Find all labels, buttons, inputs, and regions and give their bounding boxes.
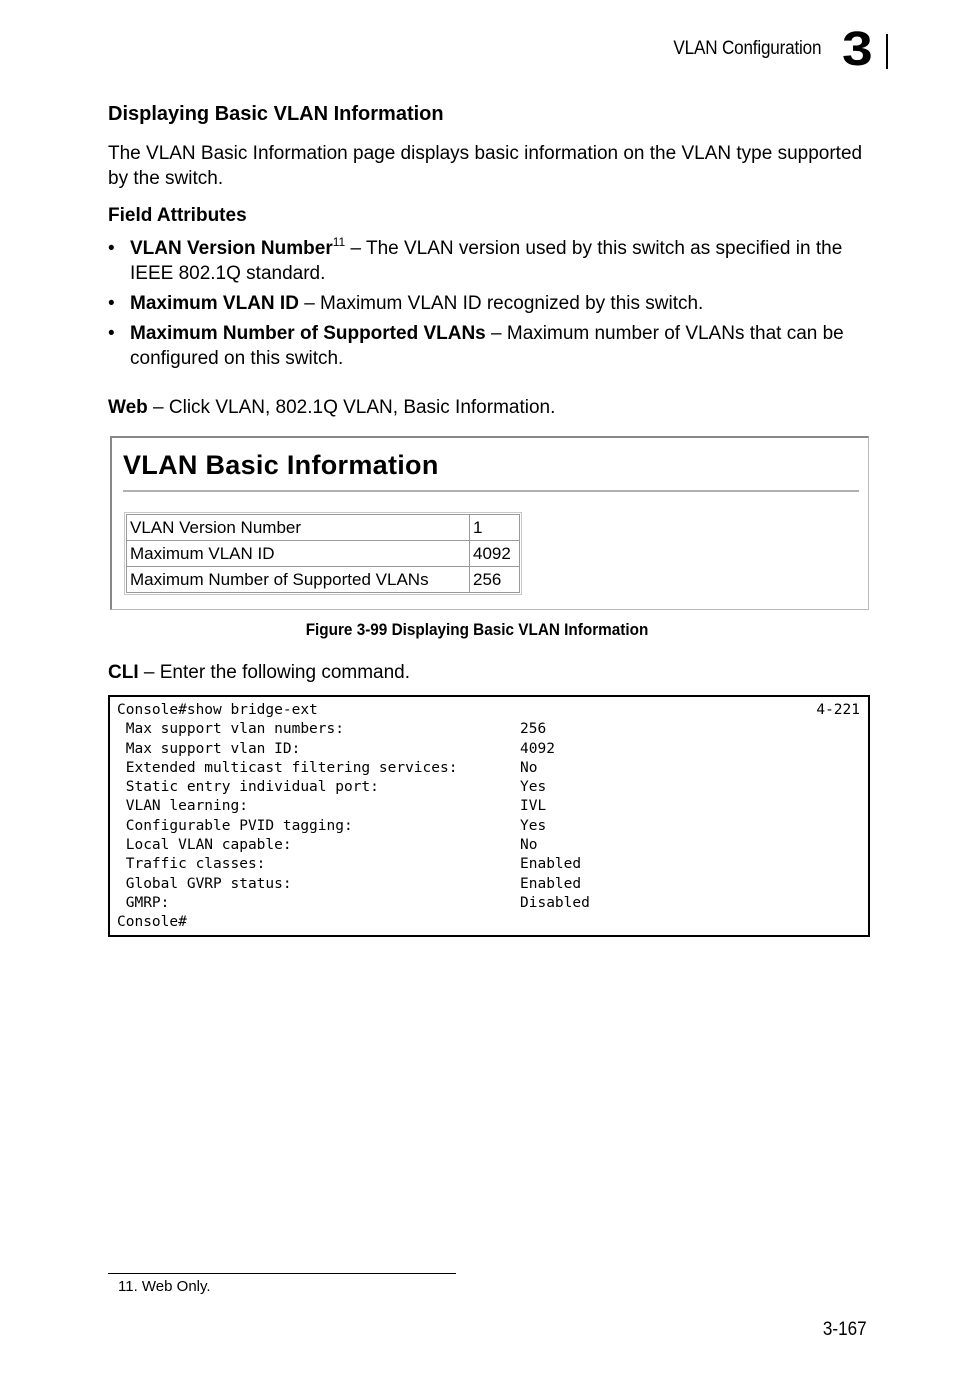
cli-row	[117, 894, 860, 913]
cli-key: GMRP:	[117, 894, 170, 911]
chapter-rule	[886, 34, 888, 69]
intro-paragraph: The VLAN Basic Information page displays basic information on the VLAN type supported by the switch.	[108, 143, 863, 189]
cli-row	[117, 855, 860, 874]
cli-key: Traffic classes:	[117, 856, 266, 873]
field-attribute-list	[108, 236, 868, 376]
cli-value: Yes	[520, 817, 547, 834]
bullet-desc: – Maximum number of VLANs that can be configured on this switch.	[130, 323, 844, 369]
web-label: Web	[108, 397, 148, 418]
footnote: 11. Web Only.	[118, 1278, 211, 1295]
list-item	[108, 321, 868, 371]
figure-title: VLAN Basic Information	[123, 450, 439, 480]
cli-key: VLAN learning:	[117, 798, 248, 815]
web-instruction	[108, 397, 868, 419]
figure-divider	[123, 490, 859, 492]
table-cell-label: Maximum VLAN ID	[127, 541, 470, 567]
cli-key: Max support vlan numbers:	[117, 721, 344, 738]
cli-row	[117, 875, 860, 894]
cli-value: 4092	[520, 740, 555, 757]
vlan-basic-info-screenshot	[110, 436, 869, 610]
chapter-number: 3	[842, 23, 873, 76]
field-attributes-title: Field Attributes	[108, 205, 247, 226]
cli-key: Extended multicast filtering services:	[117, 759, 458, 776]
cli-prompt-row	[117, 913, 860, 932]
cli-value: IVL	[520, 798, 547, 815]
cli-output-box	[108, 695, 870, 937]
cli-prompt: Console#	[117, 914, 187, 931]
table-cell-value: 4092	[470, 541, 520, 567]
table-cell-label: VLAN Version Number	[127, 515, 470, 541]
bullet-icon: •	[108, 293, 115, 314]
table-row	[127, 567, 520, 593]
cli-row	[117, 759, 860, 778]
web-text: – Click VLAN, 802.1Q VLAN, Basic Information.	[147, 397, 556, 418]
cli-value: No	[520, 759, 538, 776]
bullet-desc: – Maximum VLAN ID recognized by this switch.	[298, 293, 704, 314]
cli-row	[117, 778, 860, 797]
cli-reference: 4-221	[816, 702, 860, 718]
table-row	[127, 541, 520, 567]
cli-row	[117, 836, 860, 855]
footnote-ref: 11	[332, 235, 346, 249]
bullet-desc: – The VLAN version used by this switch as specified in the IEEE 802.1Q standard.	[130, 238, 843, 284]
list-item	[108, 291, 868, 316]
info-table-frame	[124, 512, 522, 595]
cli-row	[117, 720, 860, 739]
cli-value: No	[520, 837, 538, 854]
table-cell-label: Maximum Number of Supported VLANs	[127, 567, 470, 593]
cli-key: Max support vlan ID:	[117, 740, 301, 757]
bullet-icon: •	[108, 238, 115, 259]
cli-instruction	[108, 662, 868, 684]
cli-value: 256	[520, 721, 547, 738]
cli-value: Enabled	[520, 856, 582, 873]
table-cell-value: 256	[470, 567, 520, 593]
cli-command-row	[117, 701, 860, 720]
bullet-term: VLAN Version Number	[130, 238, 333, 259]
running-header: VLAN Configuration	[673, 38, 821, 59]
cli-key: Local VLAN capable:	[117, 837, 292, 854]
bullet-term: Maximum VLAN ID	[130, 293, 299, 314]
cli-value: Disabled	[520, 894, 590, 911]
table-cell-value: 1	[470, 515, 520, 541]
cli-row	[117, 797, 860, 816]
cli-row	[117, 817, 860, 836]
bullet-term: Maximum Number of Supported VLANs	[130, 323, 486, 344]
cli-label: CLI	[108, 662, 139, 683]
cli-key: Global GVRP status:	[117, 875, 292, 892]
section-title: Displaying Basic VLAN Information	[108, 103, 444, 125]
cli-row	[117, 740, 860, 759]
page-number: 3-167	[823, 1319, 867, 1340]
cli-value: Yes	[520, 779, 547, 796]
bullet-icon: •	[108, 323, 115, 344]
cli-text: – Enter the following command.	[138, 662, 411, 683]
cli-key: Static entry individual port:	[117, 779, 379, 796]
cli-key: Configurable PVID tagging:	[117, 817, 353, 834]
list-item	[108, 236, 868, 286]
info-table	[126, 514, 520, 593]
figure-caption: Figure 3-99 Displaying Basic VLAN Information	[305, 620, 649, 639]
cli-value: Enabled	[520, 875, 582, 892]
cli-command: Console#show bridge-ext	[117, 702, 318, 718]
table-row	[127, 515, 520, 541]
footnote-rule	[108, 1273, 456, 1274]
